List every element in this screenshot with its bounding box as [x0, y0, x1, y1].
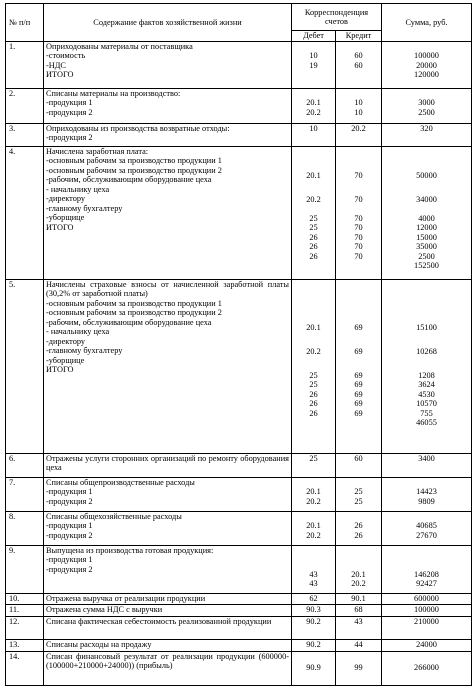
- row-debit: 90.2: [292, 616, 336, 639]
- row-number: 4.: [6, 146, 44, 279]
- header-credit: Кредит: [336, 31, 382, 42]
- row-credit: 44: [336, 639, 382, 651]
- header-content: Содержание фактов хозяйственной жизни: [44, 4, 292, 42]
- row-credit: 60 60: [336, 41, 382, 88]
- table-row: [6, 639, 472, 651]
- row-number: 5.: [6, 279, 44, 453]
- row-number: 7.: [6, 477, 44, 511]
- table-row: [6, 651, 472, 685]
- row-sum: 3400: [382, 453, 472, 477]
- row-credit: 99: [336, 651, 382, 685]
- row-number: 12.: [6, 616, 44, 639]
- row-debit: 20.1 20.2 25 25 26 26 26: [292, 146, 336, 279]
- row-content: Списан финансовый результат от реализации продукции (600000- (100000+210000+24000)) (прибыль): [44, 651, 292, 685]
- row-debit: 10: [292, 123, 336, 146]
- row-number: 10.: [6, 593, 44, 604]
- table-row: [6, 477, 472, 511]
- row-number: 14.: [6, 651, 44, 685]
- row-content: Оприходованы из производства возвратные отходы: -продукция 2: [44, 123, 292, 146]
- row-content: Оприходованы материалы от поставщика -стоимость -НДС ИТОГО: [44, 41, 292, 88]
- header-correspondence: Корреспонденция счетов: [292, 4, 382, 31]
- table-row: [6, 279, 472, 453]
- row-content: Списана фактическая себестоимость реализованной продукции: [44, 616, 292, 639]
- row-sum: 24000: [382, 639, 472, 651]
- table-row: [6, 453, 472, 477]
- row-credit: 10 10: [336, 88, 382, 123]
- row-content: Выпущена из производства готовая продукция: -продукция 1 -продукция 2: [44, 545, 292, 593]
- row-content: Отражена выручка от реализации продукции: [44, 593, 292, 604]
- row-debit: 90.9: [292, 651, 336, 685]
- operations-journal-table: [5, 3, 472, 686]
- row-sum: 50000 34000 4000 12000 15000 35000 2500 152500: [382, 146, 472, 279]
- row-debit: 20.1 20.2: [292, 88, 336, 123]
- row-sum: 600000: [382, 593, 472, 604]
- row-content: Списаны расходы на продажу: [44, 639, 292, 651]
- row-debit: 25: [292, 453, 336, 477]
- row-number: 9.: [6, 545, 44, 593]
- row-number: 13.: [6, 639, 44, 651]
- row-debit: 62: [292, 593, 336, 604]
- header-sum: Сумма, руб.: [382, 4, 472, 42]
- header-row: [6, 4, 472, 31]
- row-sum: 266000: [382, 651, 472, 685]
- table-row: [6, 545, 472, 593]
- table-row: [6, 616, 472, 639]
- row-sum: 15100 10268 1208 3624 4530 10570 755 46055: [382, 279, 472, 453]
- row-debit: 20.1 20.2: [292, 511, 336, 545]
- row-credit: 20.2: [336, 123, 382, 146]
- row-credit: 25 25: [336, 477, 382, 511]
- row-content: Списаны общепроизводственные расходы -продукция 1 -продукция 2: [44, 477, 292, 511]
- row-number: 2.: [6, 88, 44, 123]
- table-row: [6, 146, 472, 279]
- row-sum: 3000 2500: [382, 88, 472, 123]
- row-content: Отражены услуги сторонних организаций по ремонту оборудования цеха: [44, 453, 292, 477]
- row-sum: 146208 92427: [382, 545, 472, 593]
- table-row: [6, 604, 472, 616]
- row-credit: 20.1 20.2: [336, 545, 382, 593]
- row-number: 11.: [6, 604, 44, 616]
- row-content: Начислены страховые взносы от начисленной заработной платы (30,2% от заработной платы) -основным рабочим за производство продукции 1 -основным рабочим за производство продукции 2 -рабочим, обслуживающим оборудование цеха - начальнику цеха -директору -главному бухгалтеру -уборщице ИТОГО: [44, 279, 292, 453]
- row-debit: 43 43: [292, 545, 336, 593]
- row-debit: 20.1 20.2 25 25 26 26 26: [292, 279, 336, 453]
- row-content: Отражена сумма НДС с выручки: [44, 604, 292, 616]
- row-credit: 68: [336, 604, 382, 616]
- row-credit: 90.1: [336, 593, 382, 604]
- row-number: 6.: [6, 453, 44, 477]
- row-debit: 20.1 20.2: [292, 477, 336, 511]
- row-credit: 60: [336, 453, 382, 477]
- row-credit: 26 26: [336, 511, 382, 545]
- table-row: [6, 123, 472, 146]
- table-row: [6, 41, 472, 88]
- row-sum: 100000: [382, 604, 472, 616]
- row-debit: 90.2: [292, 639, 336, 651]
- row-credit: 43: [336, 616, 382, 639]
- row-content: Списаны материалы на производство: -продукция 1 -продукция 2: [44, 88, 292, 123]
- row-number: 1.: [6, 41, 44, 88]
- row-debit: 10 19: [292, 41, 336, 88]
- row-sum: 320: [382, 123, 472, 146]
- table-row: [6, 511, 472, 545]
- row-credit: 70 70 70 70 70 70 70: [336, 146, 382, 279]
- table-row: [6, 593, 472, 604]
- header-num: № п/п: [6, 4, 44, 42]
- row-sum: 210000: [382, 616, 472, 639]
- row-debit: 90.3: [292, 604, 336, 616]
- row-number: 8.: [6, 511, 44, 545]
- row-credit: 69 69 69 69 69 69 69: [336, 279, 382, 453]
- row-content: Списаны общехозяйственные расходы -продукция 1 -продукция 2: [44, 511, 292, 545]
- table-row: [6, 88, 472, 123]
- row-sum: 100000 20000 120000: [382, 41, 472, 88]
- header-debit: Дебет: [292, 31, 336, 42]
- row-number: 3.: [6, 123, 44, 146]
- row-sum: 40685 27670: [382, 511, 472, 545]
- row-content: Начислена заработная плата: -основным рабочим за производство продукции 1 -основным рабочим за производство продукции 2 -рабочим, обслуживающим оборудование цеха - начальнику цеха -директору -главному бухгалтеру -уборщице ИТОГО: [44, 146, 292, 279]
- row-sum: 14423 9809: [382, 477, 472, 511]
